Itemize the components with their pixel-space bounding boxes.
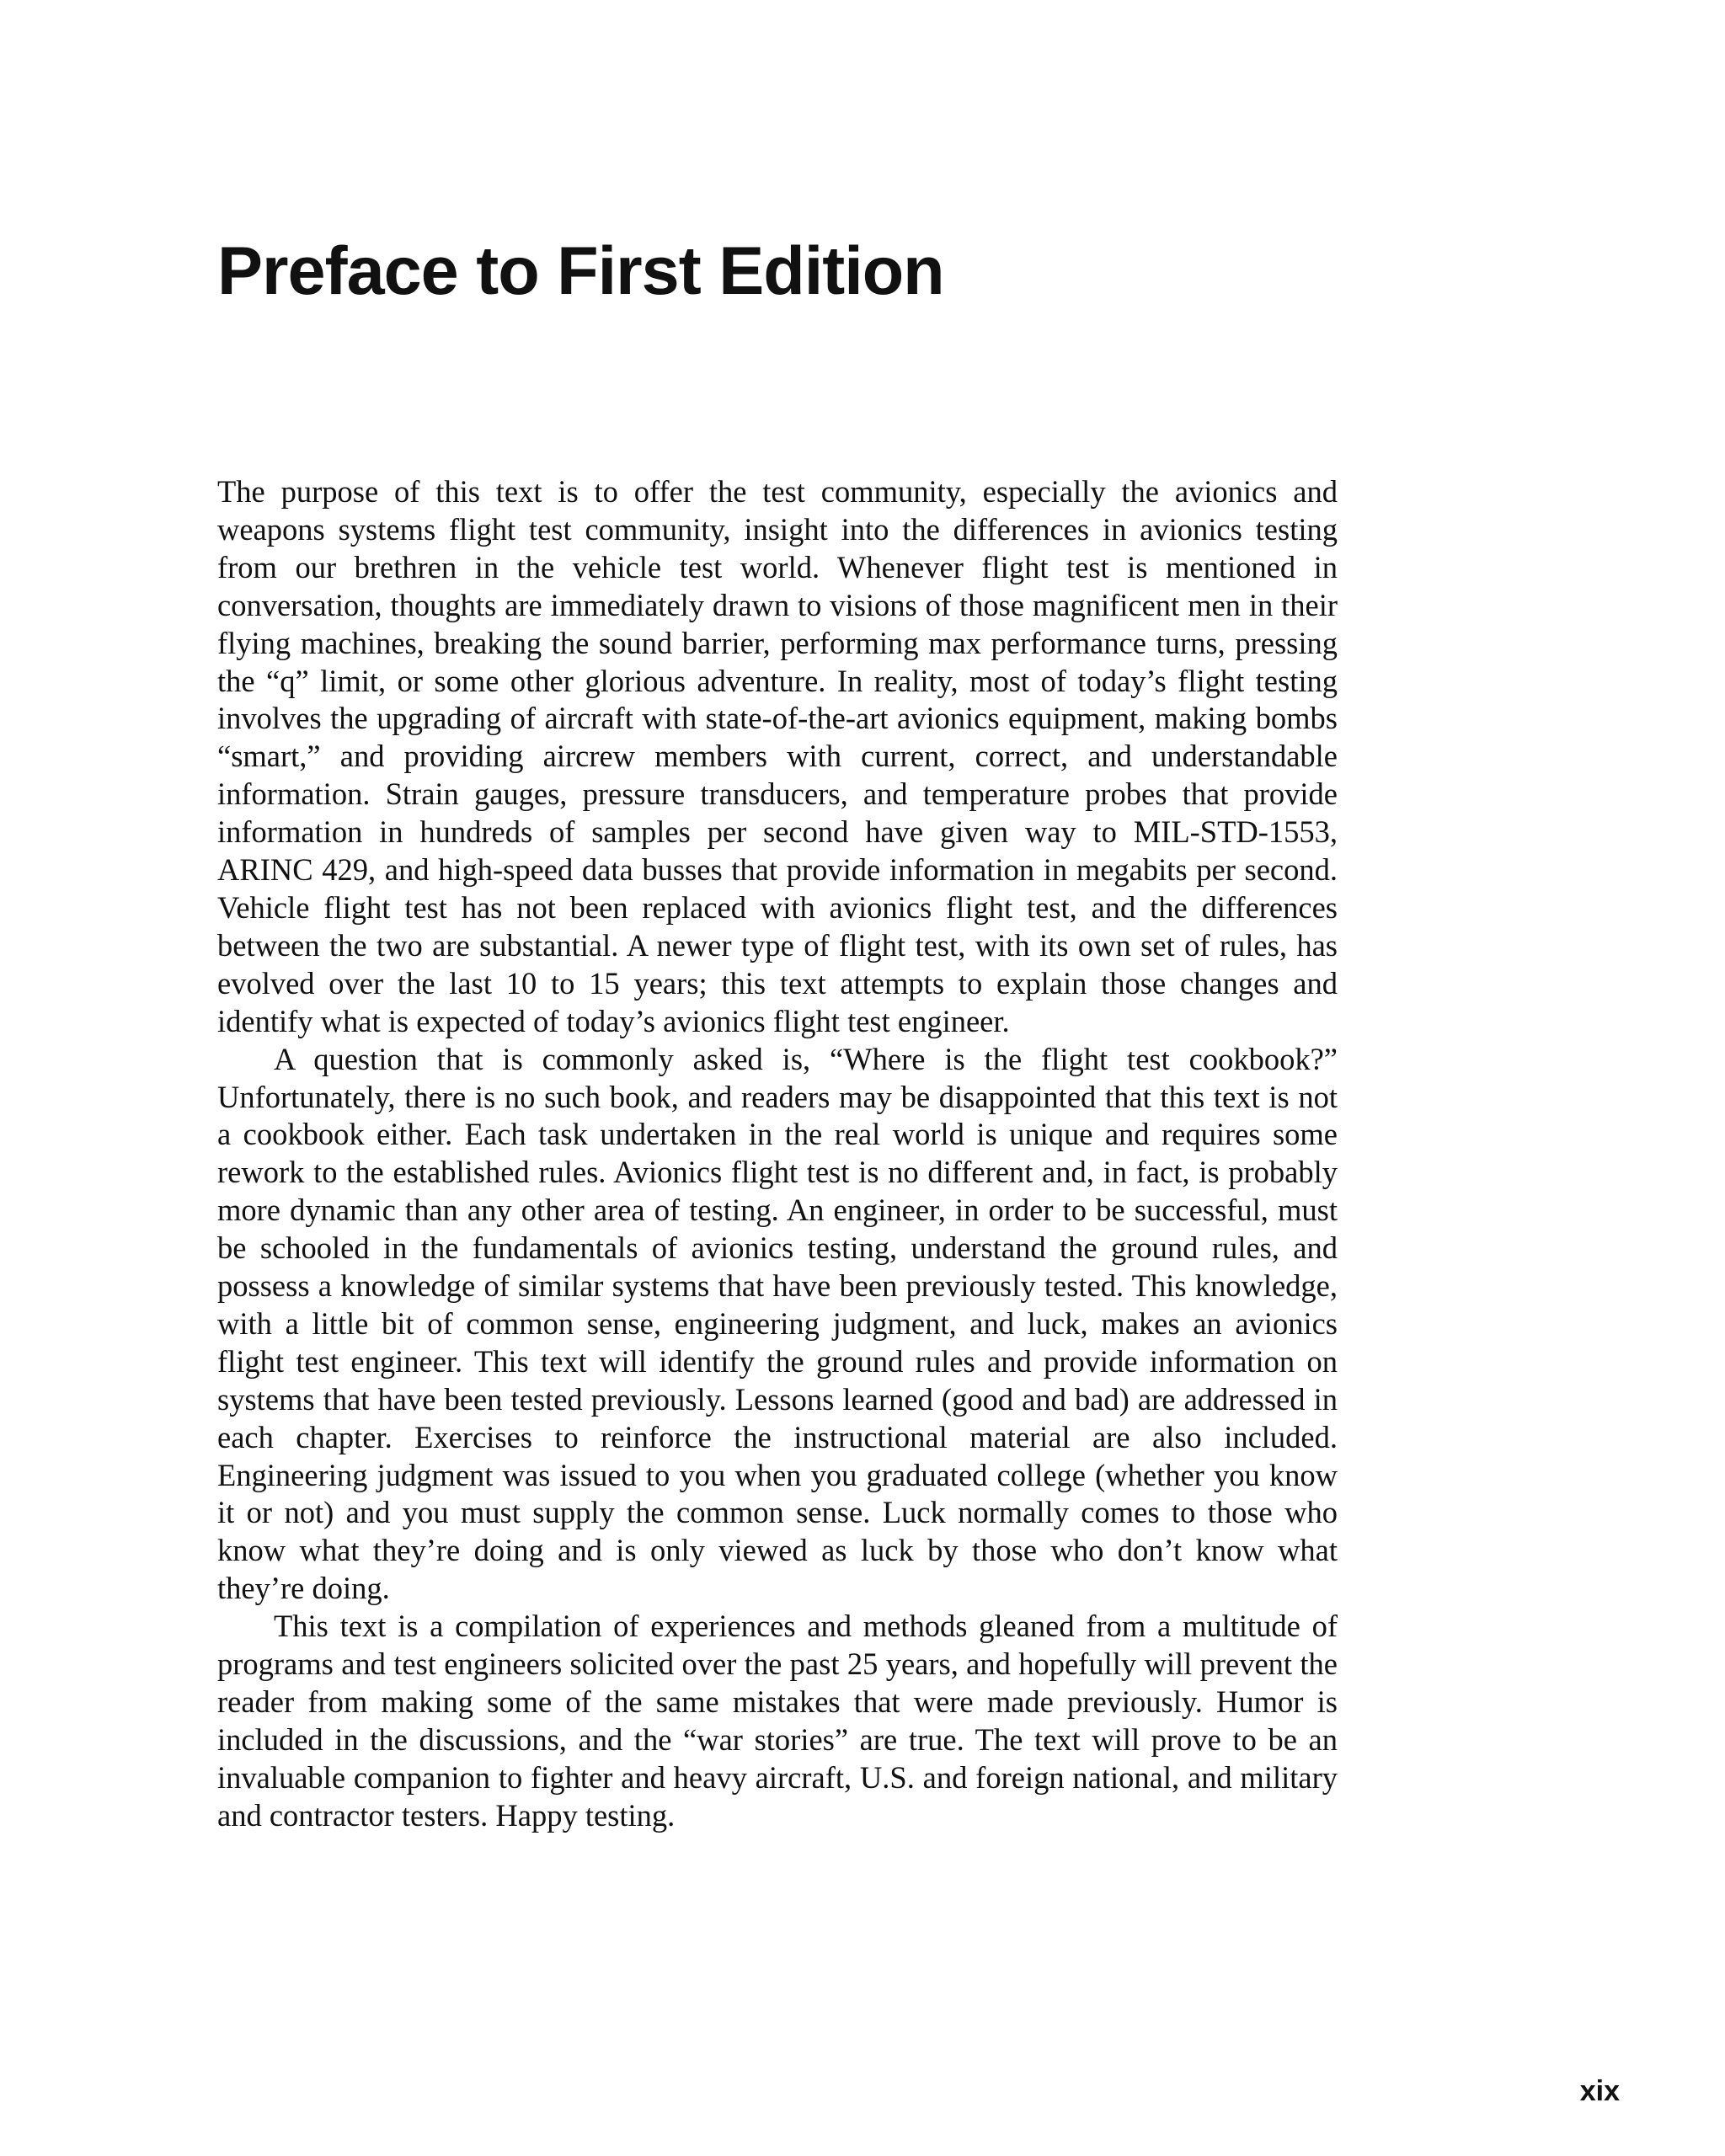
paragraph-2: A question that is commonly asked is, “Where is the flight test cookbook?” Unfortunately, there is no such book, and readers may be disappointed that this text is not a cookbook either. Each task undertaken in the real world is unique and requires some rework to the established rules. Avionics flight test is no different and, in fact, is probably more dynamic than any other area of testing. An engineer, in order to be successful, must be schooled in the fundamentals of avionics testing, understand the ground rules, and possess a knowledge of similar systems that have been previously tested. This knowledge, with a little bit of common sense, engineering judgment, and luck, makes an avionics flight test engineer. This text will identify the ground rules and provide information on systems that have been tested previously. Lessons learned (good and bad) are addressed in each chapter. Exercises to reinforce the instructional material are also included. Engineering judgment was issued to you when you graduated college (whether you know it or not) and you must supply the common sense. Luck normally comes to those who know what they’re doing and is only viewed as luck by those who don’t know what they’re doing. [217, 1041, 1338, 1606]
page-number: xix [1579, 2075, 1620, 2107]
preface-body [217, 473, 1338, 1835]
chapter-title: Preface to First Edition [217, 233, 944, 309]
paragraph-1: The purpose of this text is to offer the test community, especially the avionics and weapons systems flight test community, insight into the differences in avionics testing from our brethren in the vehicle test world. Whenever flight test is mentioned in conversation, thoughts are immediately drawn to visions of those magnificent men in their flying machines, breaking the sound barrier, performing max performance turns, pressing the “q” limit, or some other glorious adventure. In reality, most of today’s flight testing involves the upgrading of aircraft with state-of-the-art avionics equipment, making bombs “smart,” and providing aircrew members with current, correct, and understandable information. Strain gauges, pressure transducers, and temperature probes that provide information in hundreds of samples per second have given way to MIL-STD-1553, ARINC 429, and high-speed data busses that provide information in megabits per second. Vehicle flight test has not been replaced with avionics flight test, and the differences between the two are substantial. A newer type of flight test, with its own set of rules, has evolved over the last 10 to 15 years; this text attempts to explain those changes and identify what is expected of today’s avionics flight test engineer. [217, 474, 1338, 1038]
paragraph-3: This text is a compilation of experiences and methods gleaned from a multitude of programs and test engineers solicited over the past 25 years, and hopefully will prevent the reader from making some of the same mistakes that were made previously. Humor is included in the discussions, and the “war stories” are true. The text will prove to be an invaluable companion to fighter and heavy aircraft, U.S. and foreign national, and military and contractor testers. Happy testing. [217, 1609, 1338, 1833]
